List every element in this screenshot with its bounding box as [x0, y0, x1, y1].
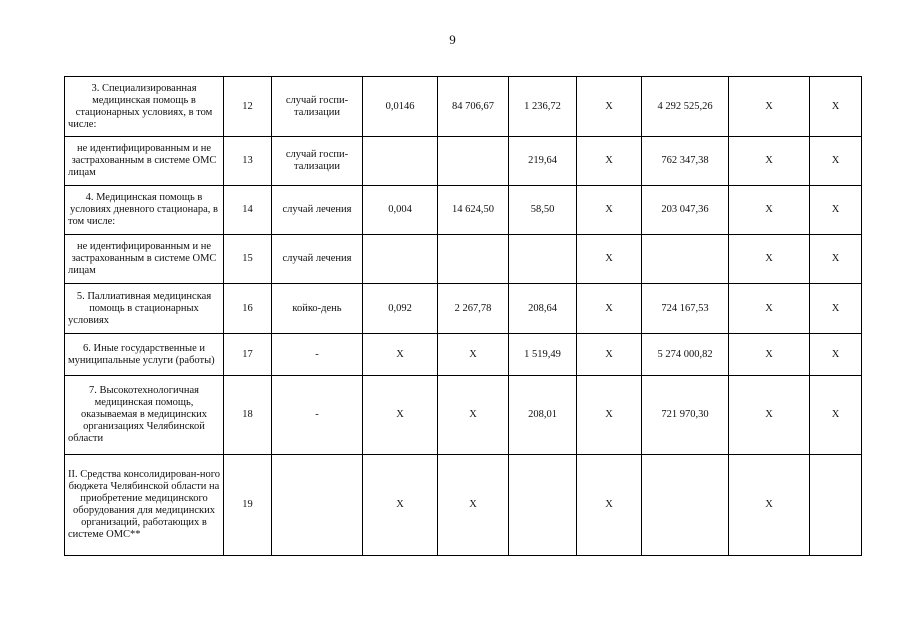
line-number-cell: 17 — [224, 334, 272, 376]
value-cell: 721 970,30 — [642, 376, 729, 455]
value-cell: X — [577, 186, 642, 235]
value-cell: X — [577, 235, 642, 284]
value-cell — [810, 455, 862, 556]
line-number-cell: 14 — [224, 186, 272, 235]
value-cell: X — [729, 334, 810, 376]
unit-cell: случай лечения — [272, 186, 363, 235]
row-name-cell: не идентифицированным и не застрахованным в системе ОМС лицам — [65, 235, 224, 284]
unit-cell: - — [272, 334, 363, 376]
value-cell: X — [810, 137, 862, 186]
value-cell: X — [577, 77, 642, 137]
norm-cell: 0,0146 — [363, 77, 438, 137]
value-cell: X — [729, 284, 810, 334]
unit-cell: - — [272, 376, 363, 455]
value-cell — [509, 235, 577, 284]
norm-cell: X — [363, 455, 438, 556]
value-cell: X — [810, 77, 862, 137]
table-row — [65, 455, 862, 556]
norm-cell: X — [363, 334, 438, 376]
value-cell: X — [577, 284, 642, 334]
row-name-cell: 4. Медицинская помощь в условиях дневного стационара, в том числе: — [65, 186, 224, 235]
cost-cell — [438, 235, 509, 284]
cost-cell — [438, 137, 509, 186]
table-row — [65, 137, 862, 186]
value-cell: 762 347,38 — [642, 137, 729, 186]
table-row — [65, 77, 862, 137]
budget-table — [64, 76, 862, 556]
value-cell: 1 519,49 — [509, 334, 577, 376]
value-cell: X — [577, 137, 642, 186]
norm-cell: 0,092 — [363, 284, 438, 334]
table-row — [65, 284, 862, 334]
table-row — [65, 376, 862, 455]
row-name-cell: 3. Специализированная медицинская помощь в стационарных условиях, в том числе: — [65, 77, 224, 137]
norm-cell — [363, 137, 438, 186]
value-cell: X — [729, 186, 810, 235]
table-row — [65, 334, 862, 376]
line-number-cell: 12 — [224, 77, 272, 137]
row-name-cell: 6. Иные государственные и муниципальные услуги (работы) — [65, 334, 224, 376]
table-row — [65, 235, 862, 284]
value-cell: 208,01 — [509, 376, 577, 455]
value-cell: 58,50 — [509, 186, 577, 235]
cost-cell: X — [438, 455, 509, 556]
value-cell — [642, 455, 729, 556]
value-cell: 724 167,53 — [642, 284, 729, 334]
line-number-cell: 13 — [224, 137, 272, 186]
value-cell: 203 047,36 — [642, 186, 729, 235]
norm-cell: X — [363, 376, 438, 455]
norm-cell: 0,004 — [363, 186, 438, 235]
row-name-cell: 7. Высокотехнологичная медицинская помощь, оказываемая в медицинских организациях Челябинской области — [65, 376, 224, 455]
row-name-cell: 5. Паллиативная медицинская помощь в стационарных условиях — [65, 284, 224, 334]
value-cell: X — [810, 284, 862, 334]
value-cell: 5 274 000,82 — [642, 334, 729, 376]
cost-cell: 84 706,67 — [438, 77, 509, 137]
line-number-cell: 19 — [224, 455, 272, 556]
value-cell: X — [810, 334, 862, 376]
value-cell — [509, 455, 577, 556]
value-cell: 1 236,72 — [509, 77, 577, 137]
value-cell: X — [729, 455, 810, 556]
line-number-cell: 16 — [224, 284, 272, 334]
value-cell: X — [810, 235, 862, 284]
value-cell — [642, 235, 729, 284]
unit-cell: случай лечения — [272, 235, 363, 284]
value-cell: 219,64 — [509, 137, 577, 186]
value-cell: X — [729, 376, 810, 455]
value-cell: X — [577, 376, 642, 455]
value-cell: 4 292 525,26 — [642, 77, 729, 137]
value-cell: X — [729, 235, 810, 284]
row-name-cell: не идентифицированным и не застрахованным в системе ОМС лицам — [65, 137, 224, 186]
value-cell: X — [810, 186, 862, 235]
row-name-cell: II. Средства консолидирован-ного бюджета Челябинской области на приобретение медицинского оборудования для медицинских организаций, работающих в системе ОМС** — [65, 455, 224, 556]
line-number-cell: 15 — [224, 235, 272, 284]
table-row — [65, 186, 862, 235]
unit-cell — [272, 455, 363, 556]
unit-cell: койко-день — [272, 284, 363, 334]
page-number: 9 — [449, 32, 456, 47]
line-number-cell: 18 — [224, 376, 272, 455]
value-cell: X — [577, 455, 642, 556]
value-cell: X — [577, 334, 642, 376]
cost-cell: 2 267,78 — [438, 284, 509, 334]
value-cell: X — [729, 137, 810, 186]
value-cell: X — [810, 376, 862, 455]
cost-cell: X — [438, 376, 509, 455]
cost-cell: 14 624,50 — [438, 186, 509, 235]
value-cell: 208,64 — [509, 284, 577, 334]
unit-cell: случай госпи-тализации — [272, 137, 363, 186]
value-cell: X — [729, 77, 810, 137]
unit-cell: случай госпи-тализации — [272, 77, 363, 137]
cost-cell: X — [438, 334, 509, 376]
norm-cell — [363, 235, 438, 284]
